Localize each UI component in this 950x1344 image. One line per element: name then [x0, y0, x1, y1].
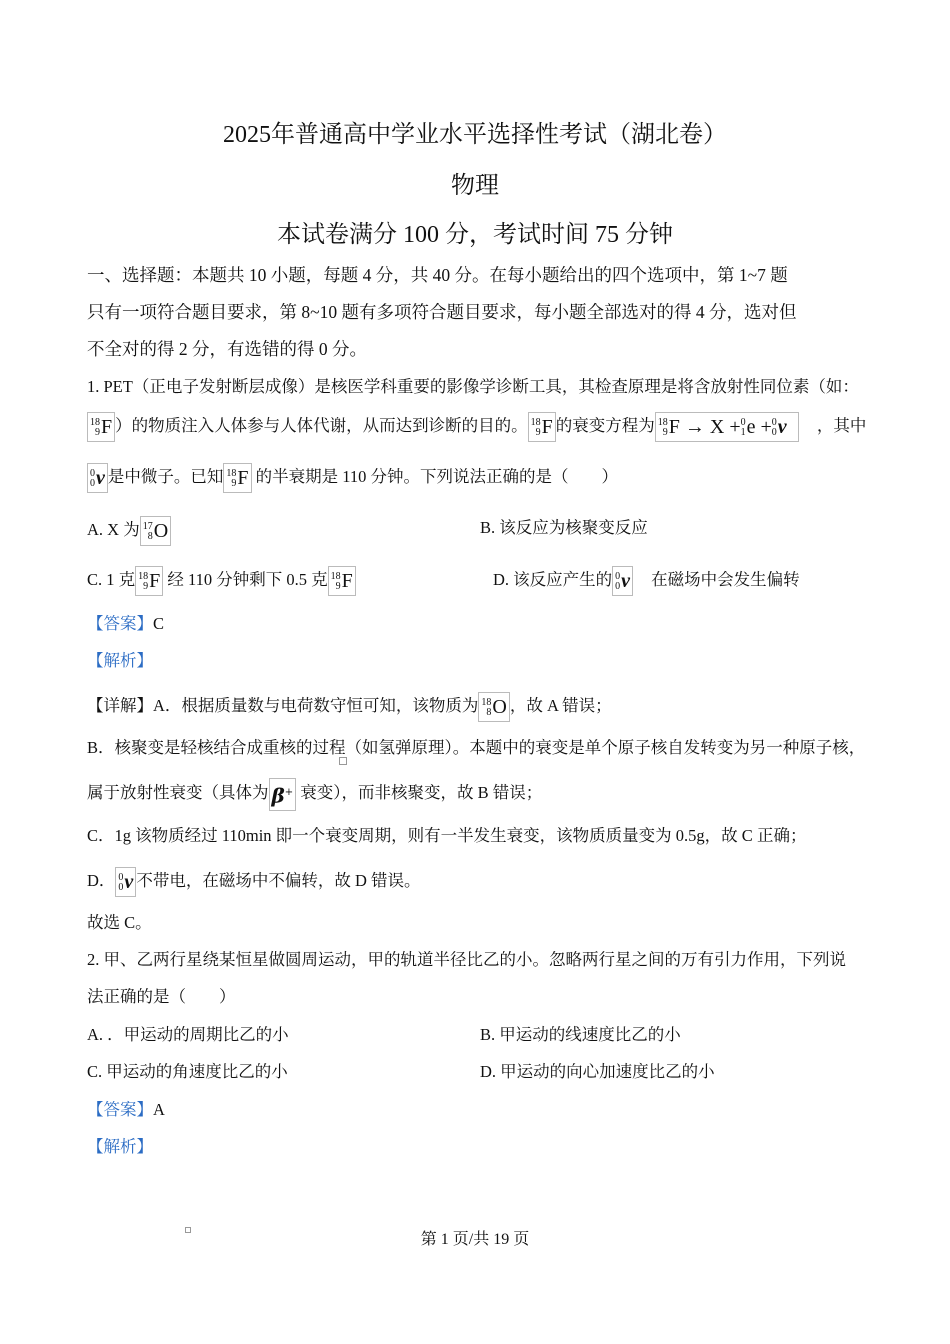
decay-equation: 18 9 F → X + 0 1 e + 0 0 ν [655, 412, 799, 442]
isotope-neutrino: 0 0 ν [87, 463, 108, 493]
q1-detail-b2: 属于放射性衰变（具体为 β+ 衰变），而非核聚变，故 B 错误； [87, 778, 542, 811]
isotope-o18: 18 8 O [478, 692, 509, 722]
q1-detail-b1: B．核聚变是轻核结合成重核的过程（如氢弹原理）。本题中的衰变是单个原子核自发转变为另一种原子核， [87, 738, 866, 757]
exam-info: 本试卷满分 100 分，考试时间 75 分钟 [277, 222, 673, 248]
isotope-f18: 18 9 F [87, 412, 115, 442]
q2-stem-line1: 2. 甲、乙两行星绕某恒星做圆周运动，甲的轨道半径比乙的小。忽略两行星之间的万有引力作用，下列说 [87, 950, 846, 969]
q2-stem-line2: 法正确的是（ ） [87, 987, 236, 1006]
q2-option-a: A. ．甲运动的周期比乙的小 [87, 1025, 289, 1044]
section-intro-line: 只有一项符合题目要求，第 8~10 题有多项符合题目要求，每小题全部选对的得 4 分，选对但 [87, 302, 797, 322]
q1-detail-a: 【详解】A．根据质量数与电荷数守恒可知，该物质为 18 8 O ，故 A 错误； [87, 692, 612, 722]
q2-option-c: C. 甲运动的角速度比乙的小 [87, 1062, 288, 1081]
isotope-neutrino: 0 0 ν [115, 867, 136, 897]
isotope-f18: 18 9 F [528, 412, 556, 442]
isotope-neutrino: 0 0 ν [612, 566, 633, 596]
q1-stem-line1: 1. PET（正电子发射断层成像）是核医学科重要的影像学诊断工具，其检查原理是将含放射性同位素（如： [87, 377, 859, 396]
isotope-f18: 18 9 F [135, 566, 163, 596]
q2-analysis-label: 【解析】 [87, 1137, 153, 1156]
q1-stem-line3: 0 0 ν 是中微子。已知 18 9 F 的半衰期是 110 分钟。下列说法正确的是（ ） [87, 463, 618, 493]
q1-option-d: D. 该反应产生的 0 0 ν 在磁场中会发生偏转 [493, 566, 800, 596]
section-intro-line: 不全对的得 2 分，有选错的得 0 分。 [87, 339, 367, 359]
q2-answer: 【答案】A [87, 1100, 165, 1119]
isotope-o17: 17 8 O [140, 516, 171, 546]
q2-option-b: B. 甲运动的线速度比乙的小 [480, 1025, 681, 1044]
placeholder-box [339, 757, 347, 765]
q1-option-c: C. 1 克 18 9 F 经 110 分钟剩下 0.5 克 18 9 F [87, 566, 356, 596]
q1-analysis-label: 【解析】 [87, 651, 153, 670]
exam-title: 2025年普通高中学业水平选择性考试（湖北卷） [223, 122, 727, 148]
section-intro-line: 一、选择题：本题共 10 小题，每题 4 分，共 40 分。在每小题给出的四个选项中，第 1~7 题 [87, 265, 788, 285]
q1-detail-d: D． 0 0 ν 不带电，在磁场中不偏转，故 D 错误。 [87, 867, 420, 897]
q1-option-a: A. X 为 17 8 O [87, 516, 171, 546]
beta-plus-symbol: β+ [269, 778, 297, 811]
q1-answer: 【答案】C [87, 614, 165, 633]
q1-option-b: B. 该反应为核聚变反应 [480, 518, 648, 537]
q1-stem-line2: 18 9 F ）的物质注入人体参与人体代谢，从而达到诊断的目的。 18 9 F 的衰变方程为 18 9 F → X + 0 1 e + 0 0 ν ，其中 [87, 412, 866, 442]
q1-conclusion: 故选 C。 [87, 913, 152, 932]
page-footer: 第 1 页/共 19 页 [420, 1231, 530, 1248]
isotope-f18: 18 9 F [328, 566, 356, 596]
q2-option-d: D. 甲运动的向心加速度比乙的小 [480, 1062, 715, 1081]
isotope-f18: 18 9 F [223, 463, 251, 493]
subject-title: 物理 [451, 173, 499, 199]
q1-detail-c: C．1g 该物质经过 110min 即一个衰变周期，则有一半发生衰变，该物质质量变为 0.5g，故 C 正确； [87, 826, 807, 845]
